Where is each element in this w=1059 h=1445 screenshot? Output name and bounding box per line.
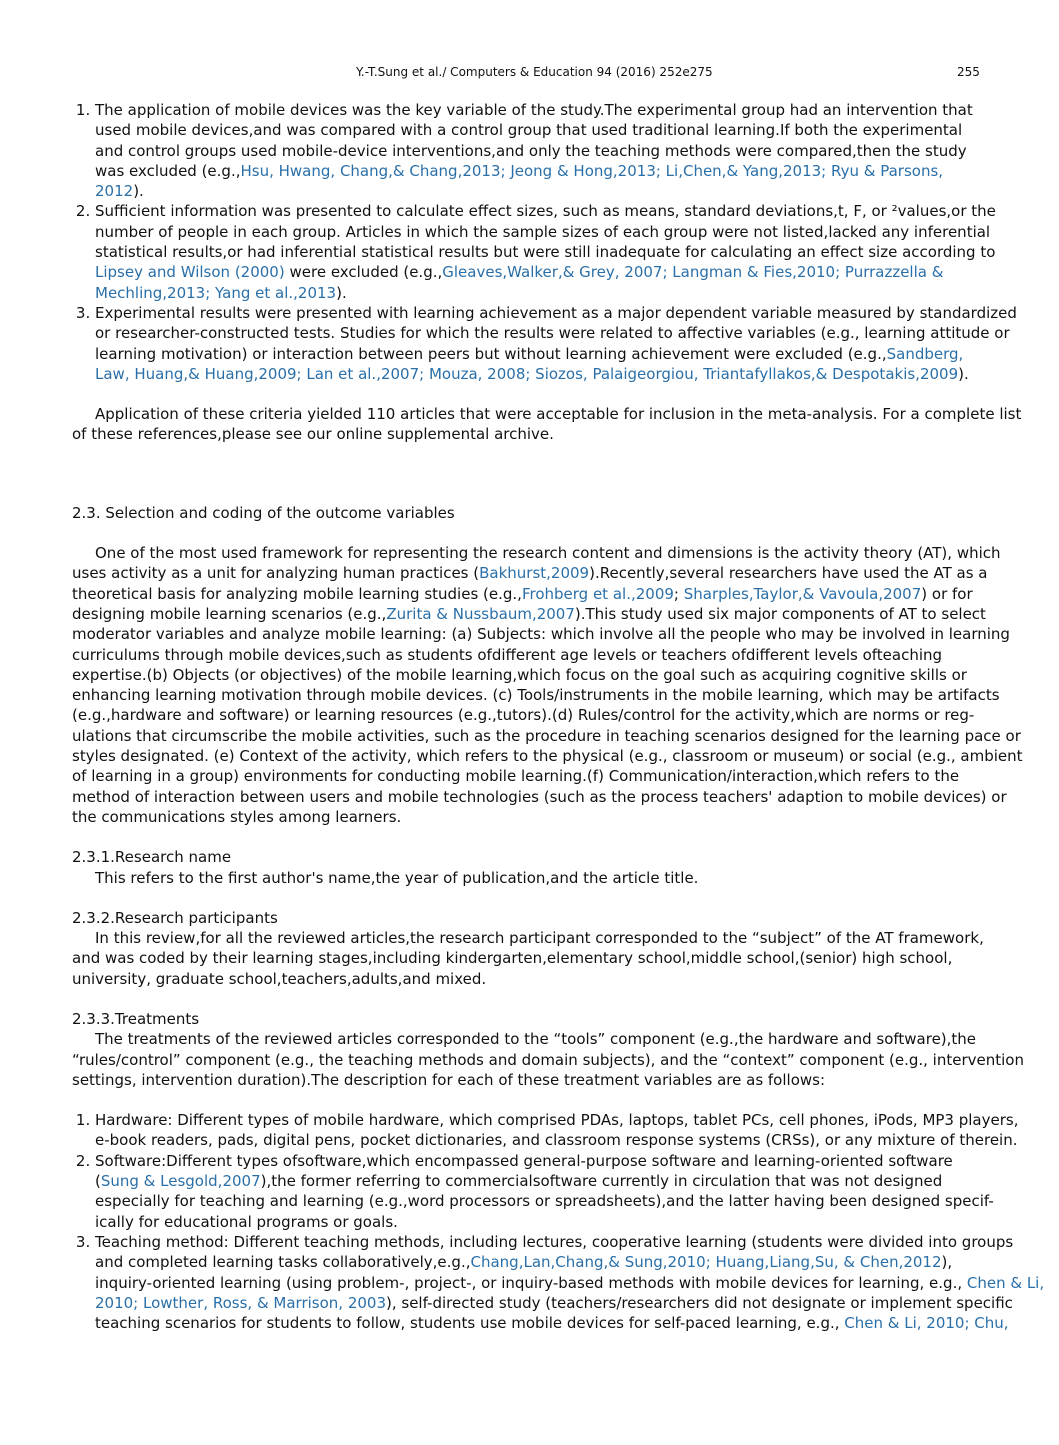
- citation-link[interactable]: Chen & Li,: [966, 1273, 1045, 1292]
- text-run: ).Recently,several researchers have used the AT as a: [589, 564, 988, 583]
- citation-link[interactable]: Frohberg et al.,2009: [521, 584, 674, 603]
- text-run: expertise.(b) Objects (or objectives) of the mobile learning,which focus on the goal such as acquiring cognitive skills or: [72, 665, 967, 684]
- citation-link[interactable]: Sharples,Taylor,& Vavoula,2007: [683, 584, 922, 603]
- text-run: (: [95, 1172, 101, 1191]
- text-run: of these references,please see our online supplemental archive.: [72, 425, 554, 444]
- citation-link[interactable]: Gleaves,Walker,& Grey, 2007; Langman & Fies,2010; Purrazzella &: [442, 263, 944, 282]
- text-line: [72, 685, 1059, 705]
- text-line: [72, 766, 1059, 786]
- page-number: 255: [957, 65, 980, 79]
- application-paragraph: [72, 404, 1059, 445]
- citation-link[interactable]: Lipsey and Wilson (2000): [95, 263, 285, 282]
- text-run: ).: [133, 182, 144, 201]
- text-line: [72, 1070, 1059, 1090]
- journal-line: Y.-T.Sung et al./ Computers & Education 94 (2016) 252e275: [356, 65, 713, 79]
- text-line: [95, 1191, 1059, 1211]
- text-line: [95, 283, 1059, 303]
- text-run: and control groups used mobile-device interventions,and only the teaching methods were compared,then the study: [95, 141, 967, 160]
- text-run: uses activity as a unit for analyzing human practices (: [72, 564, 480, 583]
- citation-link[interactable]: 2012: [95, 182, 134, 201]
- text-line: [72, 726, 1059, 746]
- text-line: [72, 563, 1059, 583]
- text-line: [72, 807, 1059, 827]
- list-item: [95, 1232, 1059, 1333]
- text-run: ulations that circumscribe the mobile activities, such as the procedure in teaching scenarios designed for the learning pace or: [72, 726, 1021, 745]
- text-run: especially for teaching and learning (e.g.,word processors or spreadsheets),and the latter having been designed specif-: [95, 1192, 994, 1211]
- list-item: [95, 1151, 1059, 1232]
- text-run: used mobile devices,and was compared with a control group that used traditional learning.If both the experimental: [95, 121, 963, 140]
- text-line: [72, 787, 1059, 807]
- text-run: Hardware: Different types of mobile hardware, which comprised PDAs, laptops, tablet PCs, cell phones, iPods, MP3 players,: [95, 1111, 1019, 1130]
- text-run: The application of mobile devices was the key variable of the study.The experimental group had an intervention that: [95, 101, 973, 119]
- text-run: or researcher-constructed tests. Studies for which the results were related to affective variables (e.g., learning attitude or: [95, 324, 1010, 343]
- text-run: ;: [673, 584, 684, 603]
- text-line: [95, 364, 1059, 384]
- text-run: designing mobile learning scenarios (e.g.,: [72, 604, 387, 623]
- subsection-title-research-name: 2.3.1.Research name: [72, 848, 232, 867]
- text-run: styles designated. (e) Context of the activity, which refers to the physical (e.g., classroom or museum) or social (e.g., ambient: [72, 747, 1023, 766]
- text-run: enhancing learning motivation through mobile devices. (c) Tools/instruments in the mobile learning, which may be artifacts: [72, 686, 1000, 705]
- text-line: [72, 543, 1059, 563]
- text-line: [72, 746, 1059, 766]
- text-run: inquiry-oriented learning (using problem-, project-, or inquiry-based methods with mobile devices for learning, e.g.,: [95, 1273, 967, 1292]
- text-line: [95, 120, 1059, 140]
- list-item: [95, 100, 1059, 201]
- text-run: teaching scenarios for students to follow, students use mobile devices for self-paced learning, e.g.,: [95, 1314, 845, 1333]
- text-run: statistical results,or had inferential statistical results but were still inadequate for calculating an effect size according to: [95, 243, 996, 262]
- text-run: and was coded by their learning stages,including kindergarten,elementary school,middle school,(senior) high school,: [72, 949, 953, 968]
- text-line: [95, 303, 1059, 323]
- subsection-title-research-participants: 2.3.2.Research participants: [72, 908, 278, 927]
- text-line: [95, 1212, 1059, 1232]
- text-line: [95, 344, 1059, 364]
- text-line: [95, 181, 1059, 201]
- research-name-paragraph: [72, 868, 1059, 888]
- text-line: [95, 1151, 1059, 1171]
- text-line: [95, 1273, 1059, 1293]
- text-line: [72, 705, 1059, 725]
- text-run: moderator variables and analyze mobile learning: (a) Subjects: which involve all the people who may be involved in learning: [72, 625, 1010, 644]
- text-run: university, graduate school,teachers,adults,and mixed.: [72, 969, 487, 988]
- text-line: [72, 584, 1059, 604]
- text-line: [72, 868, 1059, 888]
- text-run: were excluded (e.g.,: [284, 263, 443, 282]
- citation-link[interactable]: 2010; Lowther, Ross, & Marrison, 2003: [95, 1293, 386, 1312]
- text-line: [72, 1029, 1059, 1049]
- text-line: [95, 1252, 1059, 1272]
- text-line: [95, 1313, 1059, 1333]
- text-line: [72, 969, 1059, 989]
- text-run: ).: [336, 283, 347, 302]
- text-run: Teaching method: Different teaching methods, including lectures, cooperative learning (students were divided into groups: [95, 1232, 1014, 1251]
- text-line: [72, 1050, 1059, 1070]
- text-run: The treatments of the reviewed articles corresponded to the “tools” component (e.g.,the hardware and software),the: [95, 1030, 977, 1049]
- text-line: [95, 161, 1059, 181]
- text-line: [72, 948, 1059, 968]
- text-run: method of interaction between users and mobile technologies (such as the process teachers' adaption to mobile devices) or: [72, 787, 1007, 806]
- text-run: In this review,for all the reviewed articles,the research participant corresponded to the “subject” of the AT framework,: [95, 929, 984, 948]
- subsection-title-treatments: 2.3.3.Treatments: [72, 1009, 200, 1028]
- citation-link[interactable]: Bakhurst,2009: [479, 564, 590, 583]
- text-run: Experimental results were presented with learning achievement as a major dependent variable measured by standardized: [95, 303, 1017, 322]
- text-run: ),: [941, 1253, 953, 1272]
- text-run: ).: [958, 364, 969, 383]
- citation-link[interactable]: Hsu, Hwang, Chang,& Chang,2013; Jeong & Hong,2013; Li,Chen,& Yang,2013; Ryu & Parsons,: [240, 161, 944, 180]
- text-run: (e.g.,hardware and software) or learning resources (e.g.,tutors).(d) Rules/control for the activity,which are norms or reg-: [72, 706, 975, 725]
- text-line: [72, 645, 1059, 665]
- text-line: [95, 201, 1059, 221]
- text-run: number of people in each group. Articles in which the sample sizes of each group were not listed,lacked any inferential: [95, 222, 991, 241]
- text-run: was excluded (e.g.,: [95, 161, 241, 180]
- text-run: This refers to the first author's name,the year of publication,and the article title.: [95, 868, 699, 887]
- text-run: curriculums through mobile devices,such as students ofdifferent age levels or teachers ofdifferent levels ofteaching: [72, 645, 943, 664]
- text-line: [95, 222, 1059, 242]
- text-line: [95, 141, 1059, 161]
- text-run: Software:Different types ofsoftware,which encompassed general-purpose software and learning-oriented software: [95, 1151, 953, 1170]
- text-line: [72, 404, 1059, 424]
- text-line: [72, 665, 1059, 685]
- text-line: [72, 928, 1059, 948]
- citation-link[interactable]: Sung & Lesgold,2007: [100, 1172, 261, 1191]
- text-run: ) or for: [921, 584, 973, 603]
- text-run: Sufficient information was presented to calculate effect sizes, such as means, standard deviations,t, F, or ²values,or the: [95, 202, 996, 221]
- text-run: ),the former referring to commercialsoftware currently in circulation that was not designed: [260, 1172, 943, 1191]
- text-line: [95, 1232, 1059, 1252]
- page-body: [72, 100, 1059, 1333]
- text-line: [95, 323, 1059, 343]
- text-line: [95, 262, 1059, 282]
- citation-link[interactable]: Zurita & Nussbaum,2007: [386, 604, 575, 623]
- research-participants-paragraph: [72, 928, 1059, 989]
- text-run: “rules/control” component (e.g., the teaching methods and domain subjects), and the “context” component (e.g., intervention: [72, 1050, 1024, 1069]
- citation-link[interactable]: Mechling,2013; Yang et al.,2013: [95, 283, 337, 302]
- text-run: and completed learning tasks collaboratively,e.g.,: [95, 1253, 471, 1272]
- text-run: the communications styles among learners.: [72, 807, 402, 826]
- text-line: [95, 1130, 1059, 1150]
- list-item: [95, 201, 1059, 302]
- framework-paragraph: [72, 543, 1059, 827]
- list-item: [95, 303, 1059, 384]
- treatments-paragraph: [72, 1029, 1059, 1090]
- text-run: settings, intervention duration).The description for each of these treatment variables are as follows:: [72, 1070, 826, 1089]
- text-line: [72, 604, 1059, 624]
- text-run: of learning in a group) environments for conducting mobile learning.(f) Communication/interaction,which refers to the: [72, 767, 960, 786]
- text-run: One of the most used framework for representing the research content and dimensions is the activity theory (AT), which: [95, 544, 1001, 563]
- citation-link[interactable]: Chen & Li, 2010; Chu,: [844, 1314, 1009, 1333]
- text-line: [95, 1171, 1059, 1191]
- text-line: [95, 100, 1059, 120]
- citation-link[interactable]: Chang,Lan,Chang,& Sung,2010; Huang,Liang,Su, & Chen,2012: [470, 1253, 942, 1272]
- treatment-variables-list: [72, 1110, 1059, 1333]
- body-clip: [72, 100, 1059, 1333]
- text-run: e-book readers, pads, digital pens, pocket dictionaries, and classroom response systems (CRSs), or any mixture of therein.: [95, 1131, 1018, 1150]
- text-line: [72, 624, 1059, 644]
- text-run: ), self-directed study (teachers/researchers did not designate or implement specific: [386, 1293, 1013, 1312]
- text-run: ).This study used six major components of AT to select: [574, 604, 986, 623]
- text-line: [95, 1293, 1059, 1313]
- text-run: ically for educational programs or goals.: [95, 1212, 398, 1231]
- citation-link[interactable]: Law, Huang,& Huang,2009; Lan et al.,2007; Mouza, 2008; Siozos, Palaigeorgiou, Triantafyllakos,& Despotakis,2009: [95, 364, 959, 383]
- text-run: learning motivation) or interaction between peers but without learning achievement were excluded (e.g.,: [95, 344, 887, 363]
- text-run: theoretical basis for analyzing mobile learning studies (e.g.,: [72, 584, 522, 603]
- text-run: Application of these criteria yielded 110 articles that were acceptable for inclusion in the meta-analysis. For a complete list: [95, 405, 1022, 424]
- section-title: 2.3. Selection and coding of the outcome variables: [72, 503, 455, 522]
- text-line: [95, 242, 1059, 262]
- text-line: [95, 1110, 1059, 1130]
- text-line: [72, 424, 1059, 444]
- citation-link[interactable]: Sandberg,: [886, 344, 964, 363]
- inclusion-criteria-list: [72, 100, 1059, 384]
- list-item: [95, 1110, 1059, 1151]
